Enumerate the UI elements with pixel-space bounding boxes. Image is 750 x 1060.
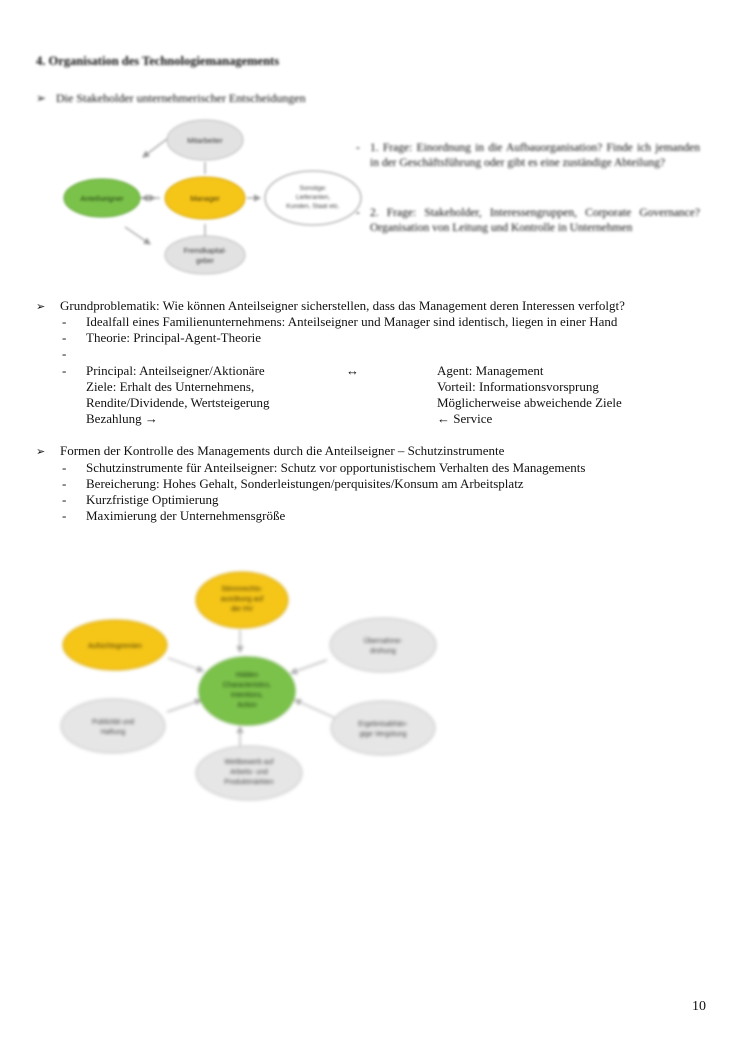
section1-item-1: Idealfall eines Familienunternehmens: Anteilseigner und Manager sind identisch, liegen in einer Hand — [86, 314, 618, 329]
question-1 — [356, 141, 700, 171]
principal-line-3: Rendite/Dividende, Wertsteigerung — [86, 395, 270, 410]
dash-marker: - — [62, 492, 67, 507]
node-aufsichtsgremien-label: Aufsichtsgremien — [88, 643, 142, 650]
node-manager-label: Manager — [190, 194, 220, 203]
section2-item-2: Bereicherung: Hohes Gehalt, Sonderleistungen/perquisites/Konsum am Arbeitsplatz — [86, 476, 524, 491]
dash-marker: - — [62, 314, 67, 329]
principal-line-1: Principal: Anteilseigner/Aktionäre — [86, 363, 265, 378]
arrow-bullet-icon: ➢ — [36, 301, 46, 313]
section2-title: Formen der Kontrolle des Managements durch die Anteilseigner – Schutzinstrumente — [60, 443, 505, 458]
section1-item-2: Theorie: Principal-Agent-Theorie — [86, 330, 262, 345]
node-wettbewerb-line1: Wettbewerb auf — [224, 759, 274, 766]
node-publizitaet-line2: Haftung — [100, 729, 126, 736]
dash-marker: - — [62, 476, 67, 491]
node-fremdkapital-line2: geber — [196, 258, 214, 265]
section2-item-4: Maximierung der Unternehmensgröße — [86, 508, 286, 523]
node-verguetung-line2: gige Vergütung — [359, 731, 407, 738]
node-verguetung — [331, 701, 435, 755]
node-stimmrecht-line2: ausübung auf — [220, 596, 264, 603]
section2-item-1: Schutzinstrumente für Anteilseigner: Schutz vor opportunistischem Verhalten des Managements — [86, 460, 586, 475]
section-heading: 4. Organisation des Technologiemanagements — [36, 54, 280, 68]
question-1-text: 1. Frage: Einordnung in die Aufbauorganisation? Finde ich jemanden in der Geschäftsführung oder gibt es eine zuständige Abteilung? — [370, 142, 700, 169]
dash-marker: - — [62, 508, 67, 523]
page-number: 10 — [692, 999, 706, 1014]
schutzinstrumente-diagram — [55, 570, 445, 802]
question-2-text: 2. Frage: Stakeholder, Interessengruppen, Corporate Governance? Organisation von Leitung und Kontrolle in Unternehmen — [370, 207, 700, 234]
dash-marker: - — [356, 207, 360, 219]
node-mitarbeiter-label: Mitarbeiter — [187, 136, 223, 145]
node-fremdkapital-line1: Fremdkapital- — [183, 248, 227, 255]
dash-marker: - — [62, 330, 67, 345]
arrow-bullet-icon: ➢ — [36, 446, 46, 458]
connector-left-bottom — [167, 700, 201, 712]
node-sonstige-line2: Lieferanten, — [295, 194, 331, 201]
node-anteilseigner-label: Anteilseigner — [80, 194, 124, 203]
node-publizitaet — [61, 699, 165, 753]
section1-title: Grundproblematik: Wie können Anteilseigner sicherstellen, dass das Management deren Interessen verfolgt? — [60, 298, 625, 313]
dash-marker: - — [62, 363, 67, 378]
principal-line-2: Ziele: Erhalt des Unternehmens, — [86, 379, 255, 394]
node-uebernahme-line2: drohung — [370, 648, 396, 655]
question-2 — [356, 206, 700, 236]
node-wettbewerb-line3: Produktmärkten — [224, 779, 274, 786]
node-fremdkapitalgeber — [165, 236, 245, 274]
agent-line-4: ← Service — [437, 411, 493, 426]
node-center-line2: Characteristics, — [222, 682, 272, 689]
arrow-to-mitarbeiter — [143, 139, 167, 157]
agent-line-2: Vorteil: Informationsvorsprung — [437, 379, 599, 394]
node-uebernahme-line1: Übernahme- — [363, 638, 403, 645]
principal-line-4: Bezahlung → — [86, 411, 158, 426]
double-arrow-icon: ↔ — [346, 363, 359, 378]
node-sonstige-line3: Kunden, Staat etc. — [286, 203, 340, 210]
agent-line-1: Agent: Management — [437, 363, 544, 378]
section2-item-3: Kurzfristige Optimierung — [86, 492, 219, 507]
node-wettbewerb-line2: Arbeits- und — [230, 769, 268, 776]
node-stimmrecht-line3: der HV — [231, 606, 253, 613]
subheading — [36, 91, 306, 106]
node-stimmrecht-line1: Stimmrechts- — [221, 586, 263, 593]
dash-marker: - — [356, 142, 360, 154]
node-center — [199, 657, 295, 725]
subheading-text: Die Stakeholder unternehmerischer Entscheidungen — [56, 91, 306, 105]
connector-left-top — [168, 658, 203, 671]
arrow-bullet-icon: ➢ — [36, 91, 47, 105]
node-center-line3: Intentions, — [230, 692, 264, 699]
dash-marker: - — [62, 460, 67, 475]
agent-line-3: Möglicherweise abweichende Ziele — [437, 395, 622, 410]
dash-marker: - — [62, 346, 67, 361]
connector-right-top — [291, 660, 327, 673]
node-verguetung-line1: Ergebnisabhän- — [358, 721, 408, 728]
node-uebernahme — [330, 618, 436, 672]
node-center-line1: Hidden — [235, 672, 259, 679]
node-publizitaet-line1: Publizität und — [91, 719, 135, 726]
node-sonstige-line1: Sonstige: — [299, 185, 327, 192]
stakeholder-diagram — [55, 112, 375, 277]
arrow-to-fremdkapital — [125, 227, 150, 244]
node-center-line4: Action — [237, 702, 257, 709]
connector-right-bottom — [295, 700, 335, 718]
